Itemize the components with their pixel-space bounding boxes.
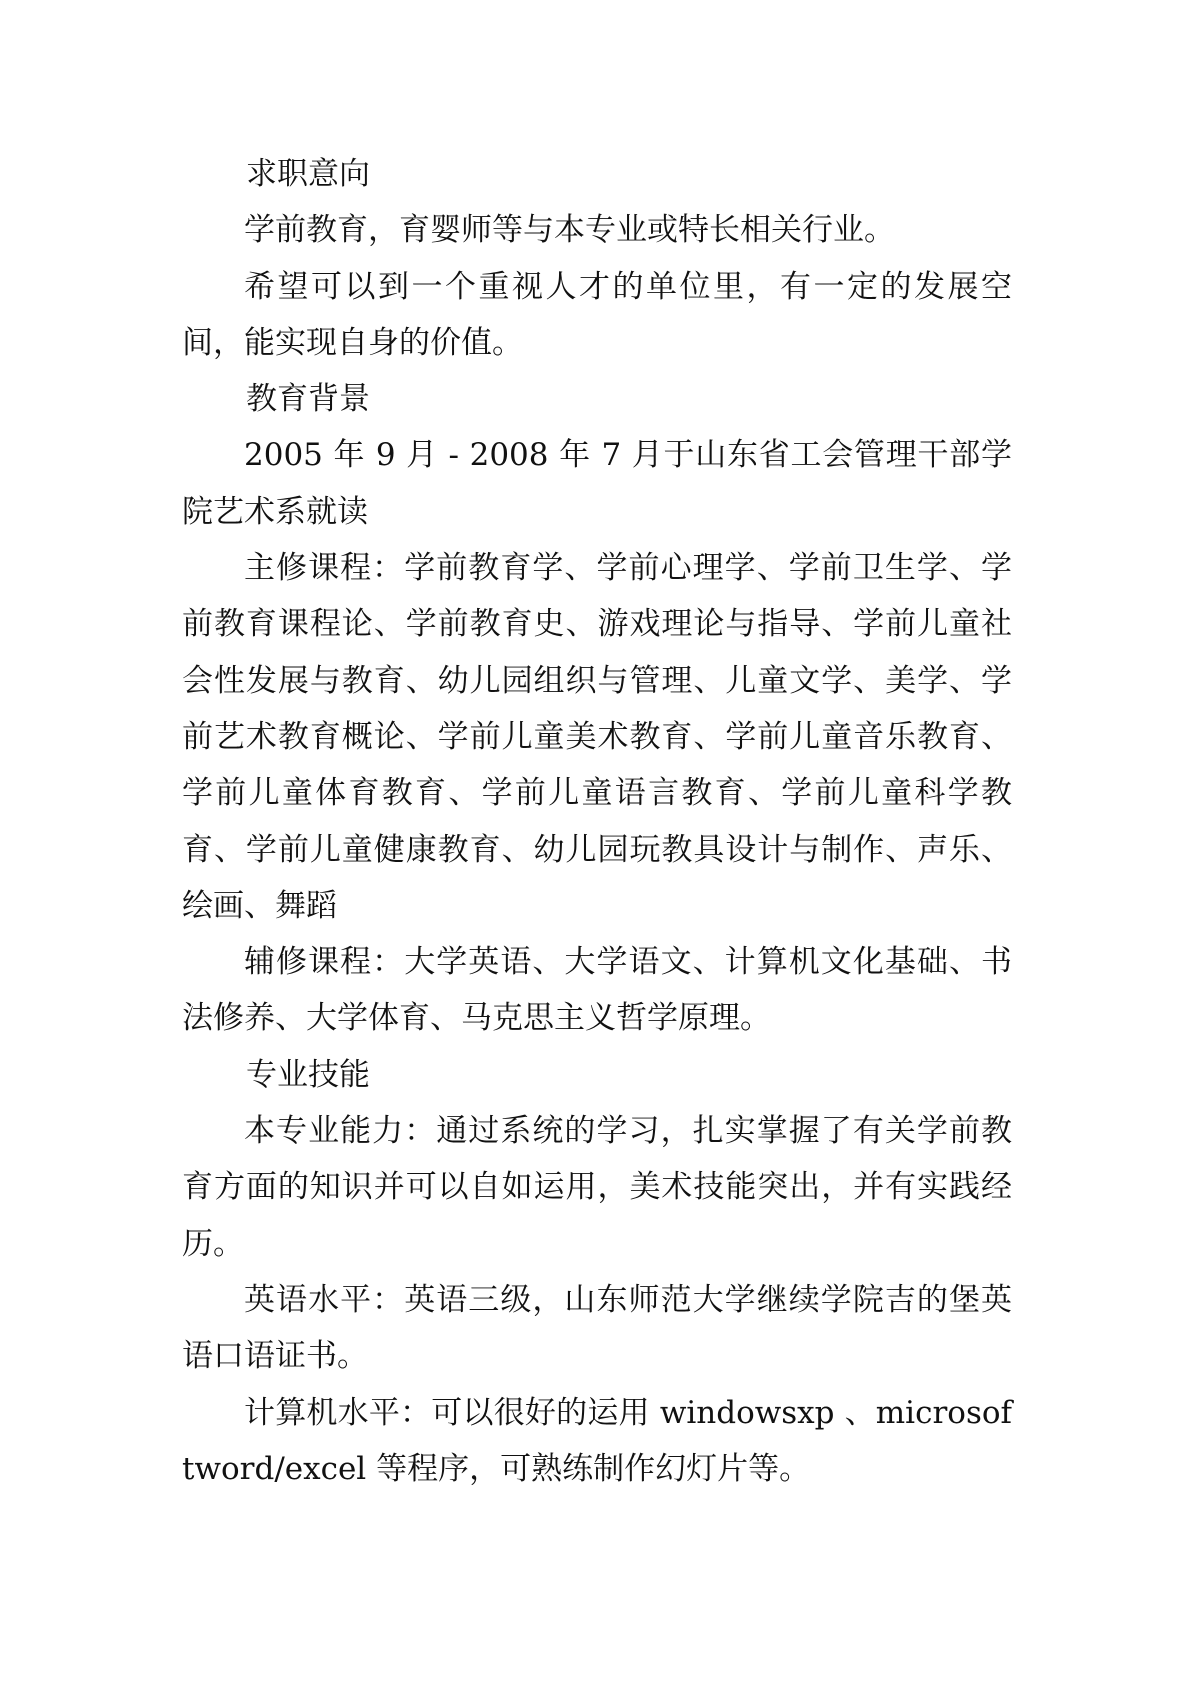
paragraph-job-hope: 希望可以到一个重视人才的单位里，有一定的发展空间，能实现自身的价值。 xyxy=(182,268,1012,361)
document-body xyxy=(182,146,1012,1497)
paragraph-education-period: 2005 年 9 月 - 2008 年 7 月于山东省工会管理干部学院艺术系就读 xyxy=(182,437,1012,530)
paragraph-professional-ability: 本专业能力：通过系统的学习，扎实掌握了有关学前教育方面的知识并可以自如运用，美术技能突出，并有实践经历。 xyxy=(182,1113,1012,1262)
section-heading-education: 教育背景 xyxy=(246,381,370,418)
paragraph-computer-level: 计算机水平：可以很好的运用 windowsxp 、microsoftword/excel 等程序，可熟练制作幻灯片等。 xyxy=(182,1394,1012,1487)
section-heading-skills: 专业技能 xyxy=(246,1056,370,1093)
paragraph-major-courses: 主修课程：学前教育学、学前心理学、学前卫生学、学前教育课程论、学前教育史、游戏理论与指导、学前儿童社会性发展与教育、幼儿园组织与管理、儿童文学、美学、学前艺术教育概论、学前儿童美术教育、学前儿童音乐教育、学前儿童体育教育、学前儿童语言教育、学前儿童科学教育、学前儿童健康教育、幼儿园玩教具设计与制作、声乐、绘画、舞蹈 xyxy=(182,550,1012,924)
paragraph-english-level: 英语水平：英语三级，山东师范大学继续学院吉的堡英语口语证书。 xyxy=(182,1281,1012,1375)
paragraph-job-field: 学前教育，育婴师等与本专业或特长相关行业。 xyxy=(244,212,895,249)
paragraph-minor-courses: 辅修课程：大学英语、大学语文、计算机文化基础、书法修养、大学体育、马克思主义哲学原理。 xyxy=(182,944,1012,1037)
section-heading-job-intent: 求职意向 xyxy=(246,156,370,192)
